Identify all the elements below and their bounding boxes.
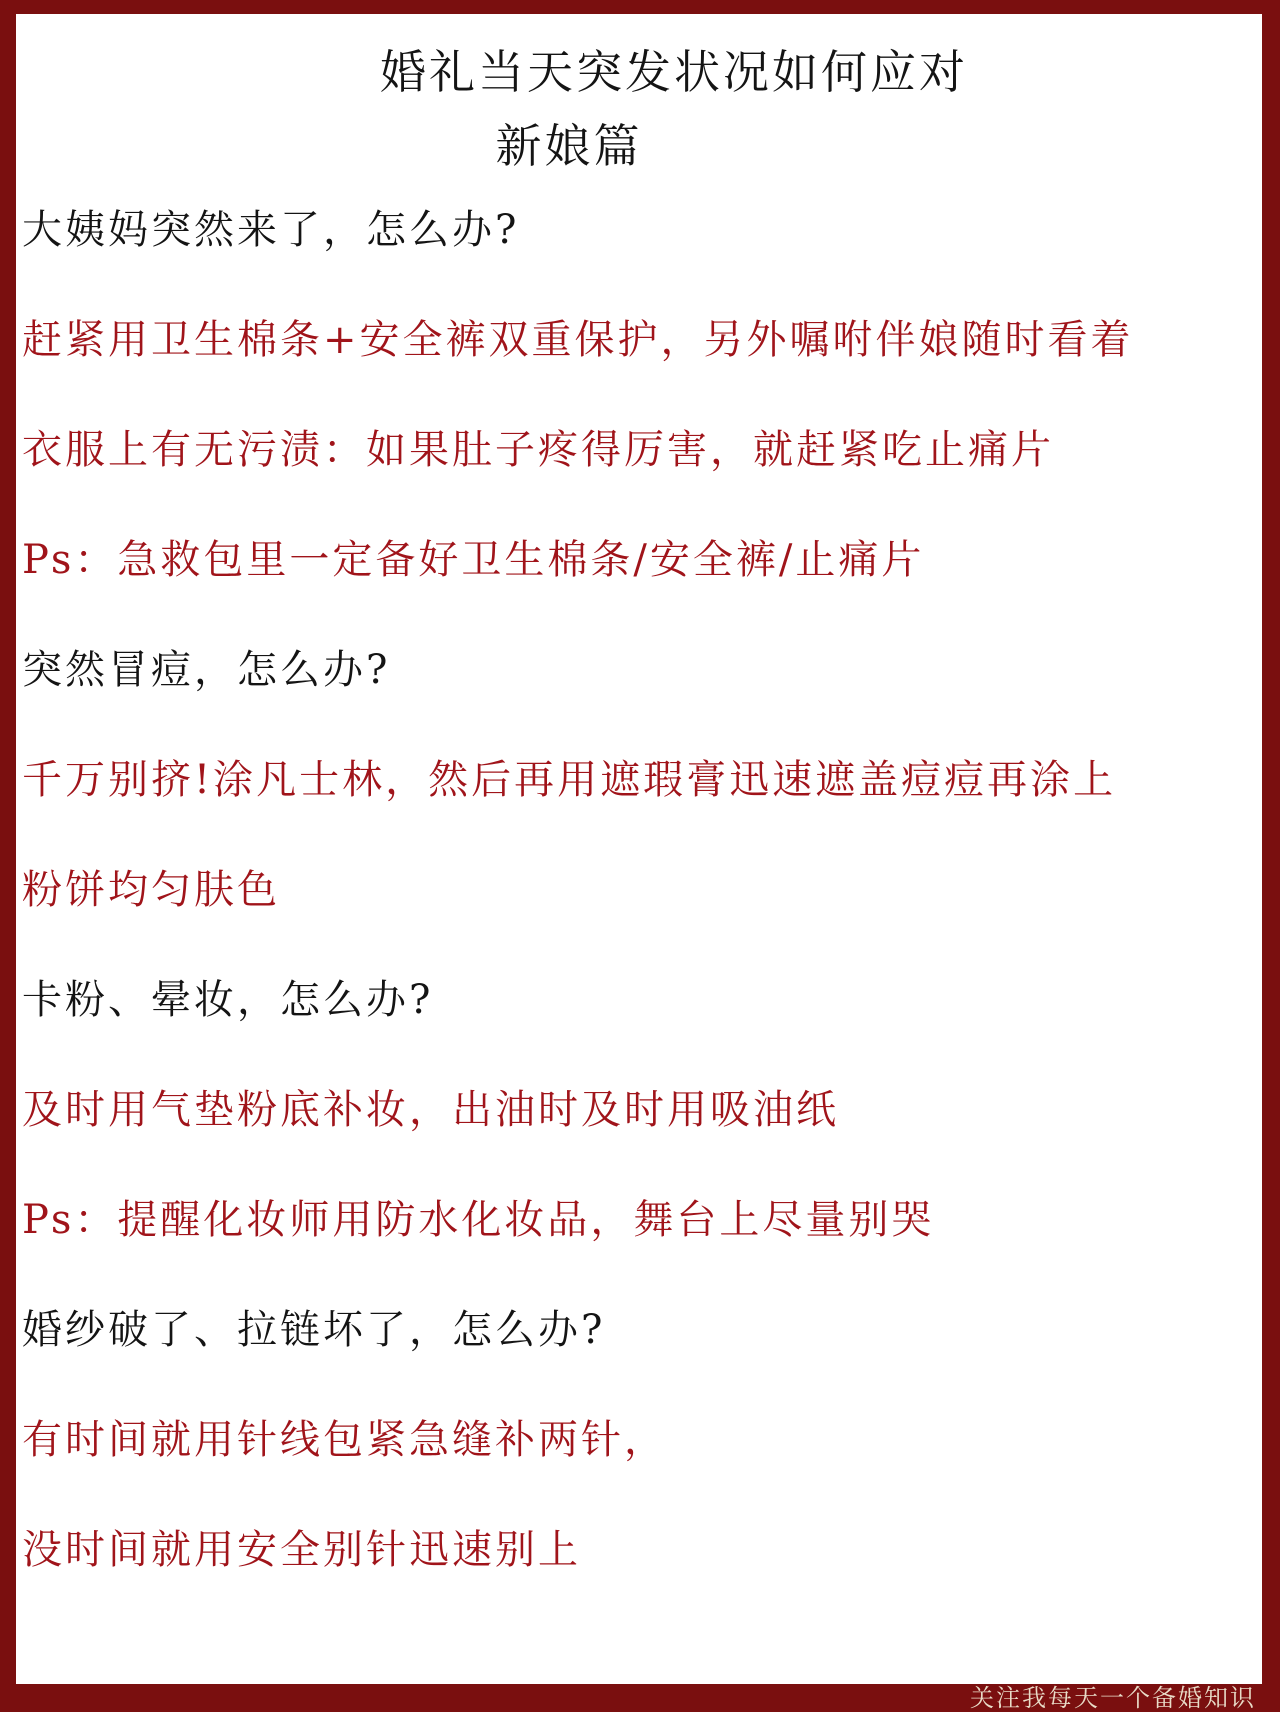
document-subtitle: 新娘篇 [495, 119, 643, 173]
answer-line: 赶紧用卫生棉条+安全裤双重保护，另外嘱咐伴娘随时看着 [22, 317, 1134, 363]
question-line: 突然冒痘，怎么办? [22, 647, 391, 693]
question-line: 卡粉、晕妆，怎么办? [22, 977, 434, 1023]
content-lines [22, 190, 1262, 1620]
answer-line: 有时间就用针线包紧急缝补两针， [22, 1417, 667, 1463]
question-line: 大姨妈突然来了，怎么办? [22, 207, 520, 253]
document-page [16, 14, 1262, 1684]
document-title: 婚礼当天突发状况如何应对 [380, 45, 968, 99]
answer-line: 千万别挤!涂凡士林，然后再用遮瑕膏迅速遮盖痘痘再涂上 [22, 757, 1117, 803]
footer-caption: 关注我每天一个备婚知识 [970, 1684, 1256, 1712]
question-line: 婚纱破了、拉链坏了，怎么办? [22, 1307, 606, 1353]
answer-line: 及时用气垫粉底补妆，出油时及时用吸油纸 [22, 1087, 839, 1133]
answer-line: Ps：急救包里一定备好卫生棉条/安全裤/止痛片 [22, 537, 925, 583]
answer-line: Ps：提醒化妆师用防水化妆品，舞台上尽量别哭 [22, 1197, 935, 1243]
answer-line: 没时间就用安全别针迅速别上 [22, 1527, 581, 1573]
answer-line: 粉饼均匀肤色 [22, 867, 280, 913]
answer-line: 衣服上有无污渍：如果肚子疼得厉害，就赶紧吃止痛片 [22, 427, 1054, 473]
